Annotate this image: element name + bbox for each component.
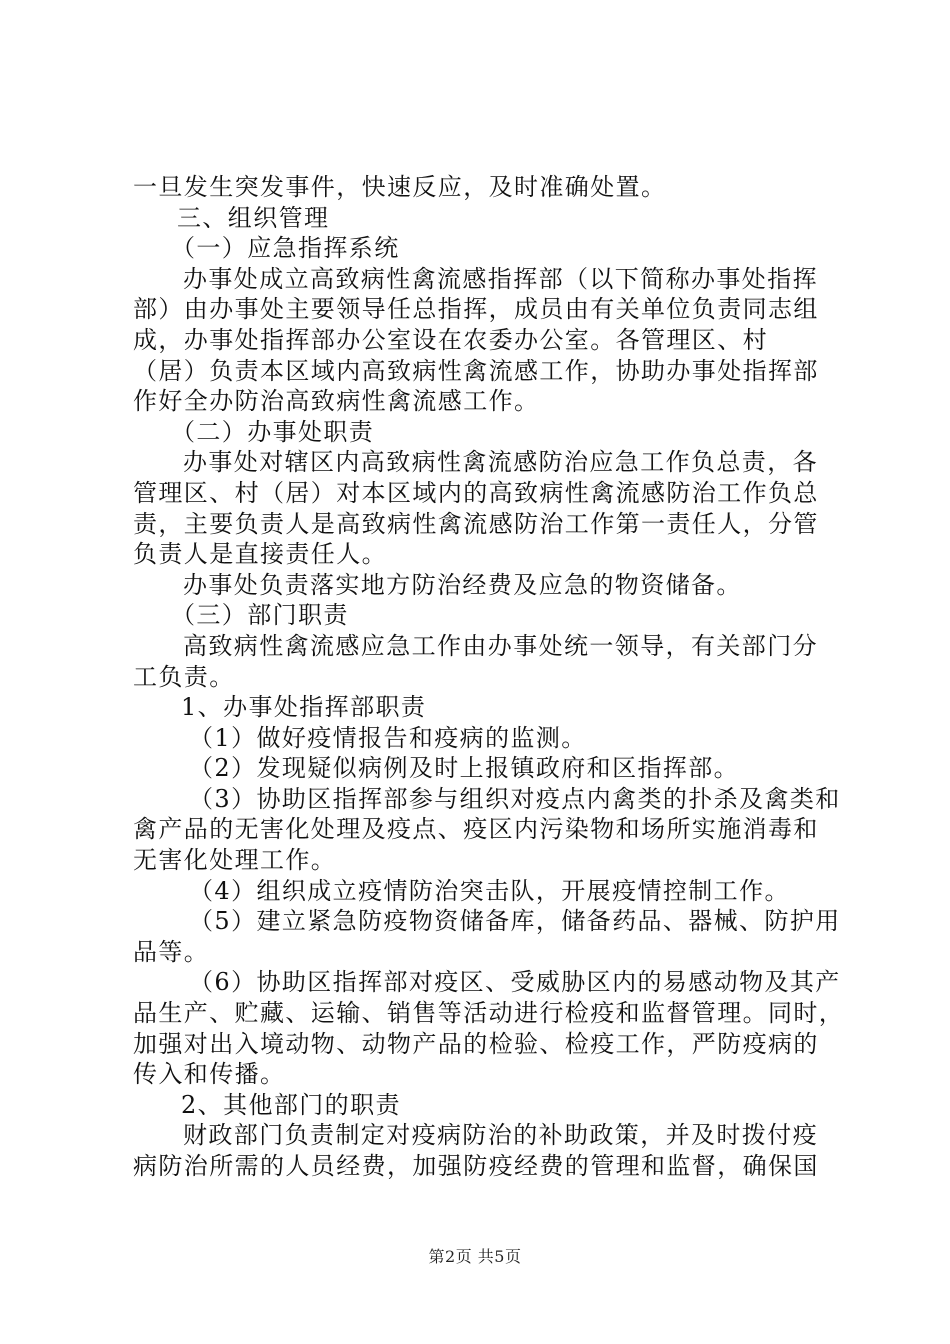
- text-line: 管理区、村（居）对本区域内的高致病性禽流感防治工作负总: [133, 478, 819, 507]
- page-number: 第2页 共5页: [428, 1247, 522, 1266]
- subsection-heading: （二）办事处职责: [171, 417, 375, 446]
- list-item: （1）做好疫情报告和疫病的监测。: [189, 723, 587, 752]
- document-body: [133, 172, 845, 1182]
- text-line: 财政部门负责制定对疫病防治的补助政策，并及时拨付疫: [183, 1121, 818, 1150]
- text-line: 无害化处理工作。: [133, 846, 337, 875]
- list-item: （5）建立紧急防疫物资储备库，储备药品、器械、防护用: [189, 907, 841, 936]
- text-line: 工负责。: [133, 662, 235, 691]
- list-item: （2）发现疑似病例及时上报镇政府和区指挥部。: [189, 754, 740, 783]
- text-line: 责，主要负责人是高致病性禽流感防治工作第一责任人，分管: [133, 509, 819, 538]
- text-line: 负责人是直接责任人。: [133, 540, 387, 569]
- list-item: （4）组织成立疫情防治突击队，开展疫情控制工作。: [189, 876, 790, 905]
- text-line: 加强对出入境动物、动物产品的检验、检疫工作，严防疫病的: [133, 1029, 819, 1058]
- text-line: 传入和传播。: [133, 1060, 286, 1089]
- text-line: 成，办事处指挥部办公室设在农委办公室。各管理区、村: [133, 325, 768, 354]
- text-line: 办事处负责落实地方防治经费及应急的物资储备。: [183, 570, 742, 599]
- text-line: 高致病性禽流感应急工作由办事处统一领导，有关部门分: [183, 631, 818, 660]
- subsection-heading: （三）部门职责: [171, 601, 349, 630]
- list-item: （3）协助区指挥部参与组织对疫点内禽类的扑杀及禽类和: [189, 784, 841, 813]
- text-line: 品等。: [133, 937, 210, 966]
- text-line: 一旦发生突发事件，快速反应，及时准确处置。: [133, 173, 667, 201]
- text-line: 作好全办防治高致病性禽流感工作。: [133, 387, 540, 416]
- list-item: （6）协助区指挥部对疫区、受威胁区内的易感动物及其产: [189, 968, 841, 997]
- text-line: （居）负责本区域内高致病性禽流感工作，协助办事处指挥部: [133, 356, 819, 385]
- section-heading: 三、组织管理: [177, 203, 330, 232]
- subsection-heading: （一）应急指挥系统: [171, 234, 400, 263]
- numbered-heading: 1、办事处指挥部职责: [181, 693, 427, 722]
- page-footer: [0, 1244, 950, 1267]
- text-line: 办事处成立高致病性禽流感指挥部（以下简称办事处指挥: [183, 264, 818, 293]
- text-line: 病防治所需的人员经费，加强防疫经费的管理和监督，确保国: [133, 1152, 819, 1180]
- text-line: 禽产品的无害化处理及疫点、疫区内污染物和场所实施消毒和: [133, 815, 819, 844]
- numbered-heading: 2、其他部门的职责: [181, 1090, 401, 1119]
- text-line: 部）由办事处主要领导任总指挥，成员由有关单位负责同志组: [133, 295, 819, 324]
- text-line: 品生产、贮藏、运输、销售等活动进行检疫和监督管理。同时，: [133, 999, 845, 1028]
- text-line: 办事处对辖区内高致病性禽流感防治应急工作负总责，各: [183, 448, 818, 477]
